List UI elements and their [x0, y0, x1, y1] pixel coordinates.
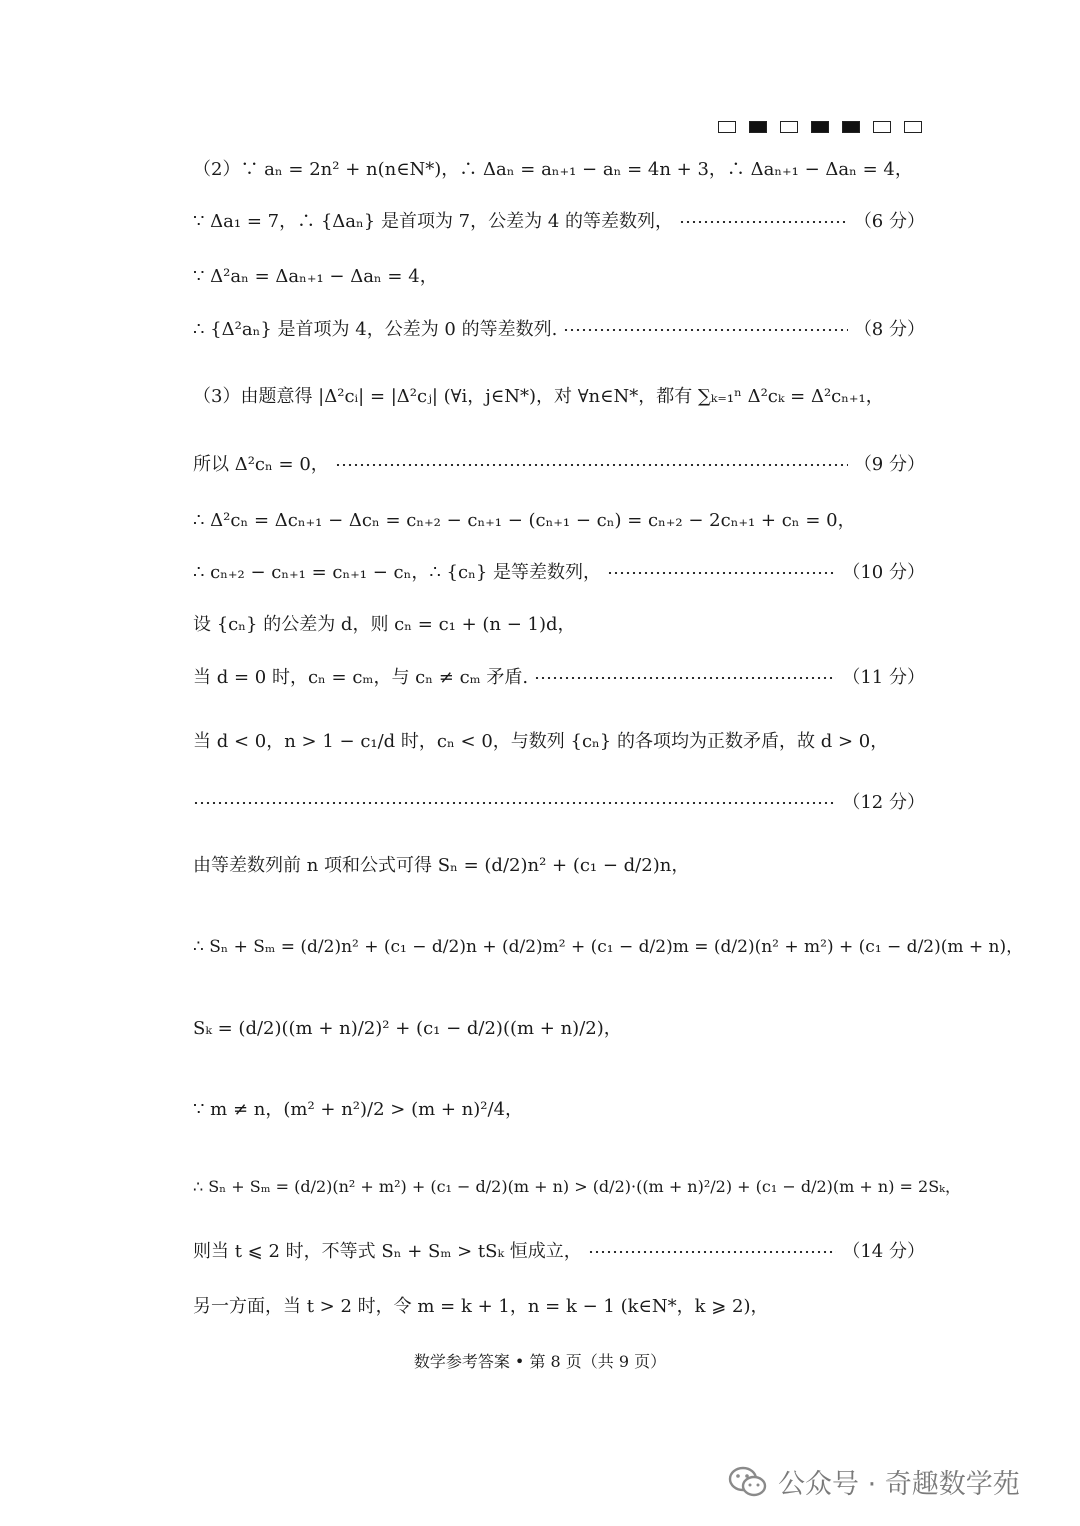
solution-line-12	[193, 851, 925, 881]
solution-text-1: ∵ Δa₁ = 7，∴ {Δaₙ} 是首项为 7，公差为 4 的等差数列，	[193, 211, 674, 232]
score-label-17: （14 分）	[842, 1241, 925, 1262]
leader-dots	[563, 329, 847, 331]
solution-line-1	[193, 207, 925, 237]
header-square-6	[904, 121, 922, 133]
solution-text-7: ∴ cₙ₊₂ − cₙ₊₁ = cₙ₊₁ − cₙ，∴ {cₙ} 是等差数列，	[193, 562, 602, 583]
solution-text-9: 当 d = 0 时，cₙ = cₘ，与 cₙ ≠ cₘ 矛盾.	[193, 667, 529, 688]
score-label-5: （9 分）	[853, 454, 925, 475]
header-squares	[718, 121, 922, 133]
wechat-icon	[728, 1465, 768, 1499]
header-square-3	[811, 121, 829, 133]
solution-line-6	[193, 506, 925, 536]
solution-line-15	[193, 1095, 925, 1125]
solution-line-14	[193, 1014, 925, 1044]
solution-line-3	[193, 315, 925, 345]
watermark-text: 公众号 · 奇趣数学苑	[778, 1469, 1020, 1500]
solution-line-18	[193, 1292, 925, 1322]
solution-text-12: 由等差数列前 n 项和公式可得 Sₙ = (d/2)n² + (c₁ − d/2)n，	[193, 855, 690, 876]
score-label-3: （8 分）	[853, 319, 925, 340]
leader-dots	[534, 677, 836, 679]
solution-text-0: （2）∵ aₙ = 2n² + n(n∈N*)，∴ Δaₙ = aₙ₊₁ − aₙ = 4n + 3，∴ Δaₙ₊₁ − Δaₙ = 4，	[193, 159, 913, 180]
score-label-11: （12 分）	[842, 792, 925, 813]
solution-line-2	[193, 262, 925, 292]
solution-line-7	[193, 558, 925, 588]
solution-line-0	[193, 155, 925, 185]
score-label-1: （6 分）	[853, 211, 925, 232]
solution-line-17	[193, 1237, 925, 1267]
solution-text-5: 所以 Δ²cₙ = 0，	[193, 454, 329, 475]
solution-text-2: ∵ Δ²aₙ = Δaₙ₊₁ − Δaₙ = 4，	[193, 266, 438, 287]
solution-line-5	[193, 450, 925, 480]
solution-text-13: ∴ Sₙ + Sₘ = (d/2)n² + (c₁ − d/2)n + (d/2)m² + (c₁ − d/2)m = (d/2)(n² + m²) + (c₁ − d/2)(m + n)，	[193, 937, 1024, 957]
header-square-4	[842, 121, 860, 133]
solution-line-16	[193, 1172, 961, 1202]
solution-line-4	[193, 382, 925, 412]
solution-text-15: ∵ m ≠ n，(m² + n²)/2 > (m + n)²/4，	[193, 1099, 524, 1120]
solution-text-14: Sₖ = (d/2)((m + n)/2)² + (c₁ − d/2)((m + n)/2)，	[193, 1018, 622, 1039]
solution-text-10: 当 d < 0，n > 1 − c₁/d 时，cₙ < 0，与数列 {cₙ} 的各项均为正数矛盾，故 d > 0，	[193, 731, 889, 752]
leader-dots	[588, 1251, 837, 1253]
solution-line-8	[193, 610, 925, 640]
header-square-0	[718, 121, 736, 133]
leader-dots	[607, 572, 836, 574]
solution-line-11	[193, 788, 925, 818]
header-square-1	[749, 121, 767, 133]
solution-text-4: （3）由题意得 |Δ²cᵢ| = |Δ²cⱼ| (∀i，j∈N*)，对 ∀n∈N*，都有 ∑ₖ₌₁ⁿ Δ²cₖ = Δ²cₙ₊₁，	[193, 386, 884, 407]
solution-text-3: ∴ {Δ²aₙ} 是首项为 4，公差为 0 的等差数列.	[193, 319, 558, 340]
leader-dots	[679, 221, 848, 223]
solution-text-8: 设 {cₙ} 的公差为 d，则 cₙ = c₁ + (n − 1)d，	[193, 614, 576, 635]
score-label-7: （10 分）	[842, 562, 925, 583]
header-square-2	[780, 121, 798, 133]
solution-line-9	[193, 663, 925, 693]
header-square-5	[873, 121, 891, 133]
solution-line-10	[193, 727, 925, 757]
solution-text-16: ∴ Sₙ + Sₘ = (d/2)(n² + m²) + (c₁ − d/2)(m + n) > (d/2)·((m + n)²/2) + (c₁ − d/2)(m + n) = 2Sₖ，	[193, 1177, 961, 1196]
solution-text-6: ∴ Δ²cₙ = Δcₙ₊₁ − Δcₙ = cₙ₊₂ − cₙ₊₁ − (cₙ₊₁ − cₙ) = cₙ₊₂ − 2cₙ₊₁ + cₙ = 0，	[193, 510, 856, 531]
score-label-9: （11 分）	[842, 667, 925, 688]
solution-text-17: 则当 t ⩽ 2 时，不等式 Sₙ + Sₘ > tSₖ 恒成立，	[193, 1241, 582, 1262]
leader-dots	[193, 802, 836, 804]
watermark	[728, 1462, 1020, 1501]
leader-dots	[335, 464, 848, 466]
page-footer: 数学参考答案 • 第 8 页（共 9 页）	[413, 1352, 667, 1371]
solution-text-18: 另一方面，当 t > 2 时，令 m = k + 1，n = k − 1 (k∈N*，k ⩾ 2)，	[193, 1296, 769, 1317]
solution-line-13	[193, 932, 1024, 962]
